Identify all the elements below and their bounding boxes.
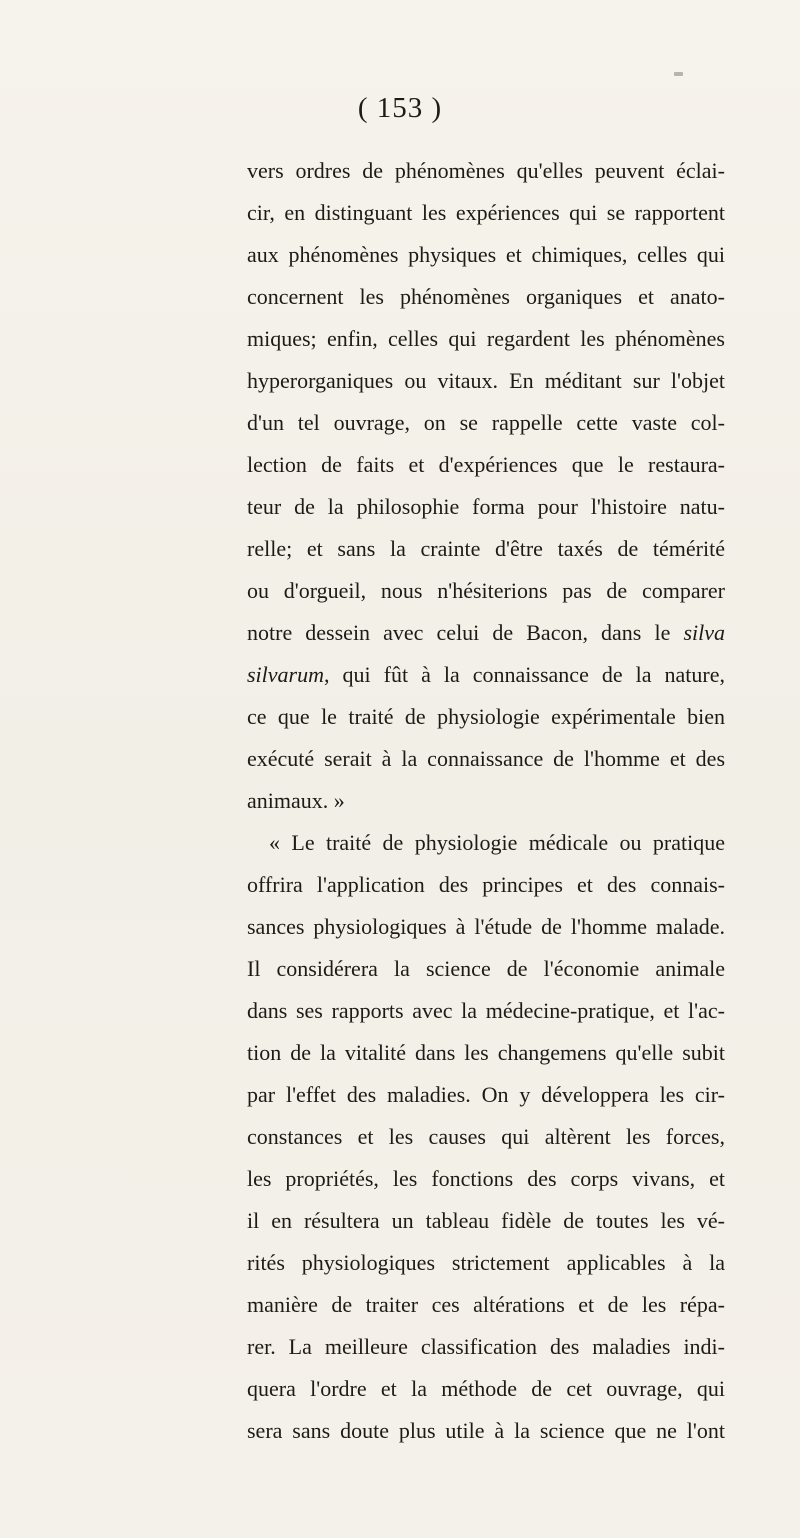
text-line: concernent les phénomènes organiques et anato-: [247, 284, 725, 309]
text-segment: notre dessein avec celui de Bacon, dans le: [247, 620, 684, 645]
text-line: par l'effet des maladies. On y développera les cir-: [247, 1082, 725, 1107]
text-line: dans ses rapports avec la médecine-pratique, et l'ac-: [247, 998, 725, 1023]
text-line: exécuté serait à la connaissance de l'homme et des: [247, 746, 725, 771]
text-line: cir, en distinguant les expériences qui se rapportent: [247, 200, 725, 225]
italic-word: silva: [683, 620, 725, 645]
text-line-with-italic: [247, 618, 725, 648]
text-line: sera sans doute plus utile à la science que ne l'ont: [247, 1418, 725, 1443]
text-line: animaux. »: [247, 788, 345, 813]
text-line: Il considérera la science de l'économie animale: [247, 956, 725, 981]
text-line: tion de la vitalité dans les changemens qu'elle subit: [247, 1040, 725, 1065]
italic-word: silvarum: [247, 662, 324, 687]
text-line: aux phénomènes physiques et chimiques, celles qui: [247, 242, 725, 267]
text-line: il en résultera un tableau fidèle de toutes les vé-: [247, 1208, 725, 1233]
text-line: offrira l'application des principes et des connais-: [247, 872, 725, 897]
text-line: relle; et sans la crainte d'être taxés de témérité: [247, 536, 725, 561]
text-line: lection de faits et d'expériences que le restaura-: [247, 452, 725, 477]
text-line: quera l'ordre et la méthode de cet ouvrage, qui: [247, 1376, 725, 1401]
text-line: sances physiologiques à l'étude de l'homme malade.: [247, 914, 725, 939]
text-line: teur de la philosophie forma pour l'histoire natu-: [247, 494, 725, 519]
page-number: ( 153 ): [357, 92, 443, 124]
text-line: rer. La meilleure classification des maladies indi-: [247, 1334, 725, 1359]
print-mark: [674, 72, 683, 76]
text-line: hyperorganiques ou vitaux. En méditant sur l'objet: [247, 368, 725, 393]
text-line: manière de traiter ces altérations et de les répa-: [247, 1292, 725, 1317]
text-line: les propriétés, les fonctions des corps vivans, et: [247, 1166, 725, 1191]
text-segment: , qui fût à la connaissance de la nature,: [324, 662, 725, 687]
text-line-with-italic: [247, 660, 725, 690]
text-line: vers ordres de phénomènes qu'elles peuvent éclai-: [247, 158, 725, 183]
text-line: rités physiologiques strictement applicables à la: [247, 1250, 725, 1275]
text-line: ou d'orgueil, nous n'hésiterions pas de comparer: [247, 578, 725, 603]
text-line: « Le traité de physiologie médicale ou pratique: [269, 830, 725, 855]
text-line: ce que le traité de physiologie expérimentale bien: [247, 704, 725, 729]
text-line: miques; enfin, celles qui regardent les phénomènes: [247, 326, 725, 351]
text-line: d'un tel ouvrage, on se rappelle cette vaste col-: [247, 410, 725, 435]
text-line: constances et les causes qui altèrent les forces,: [247, 1124, 725, 1149]
